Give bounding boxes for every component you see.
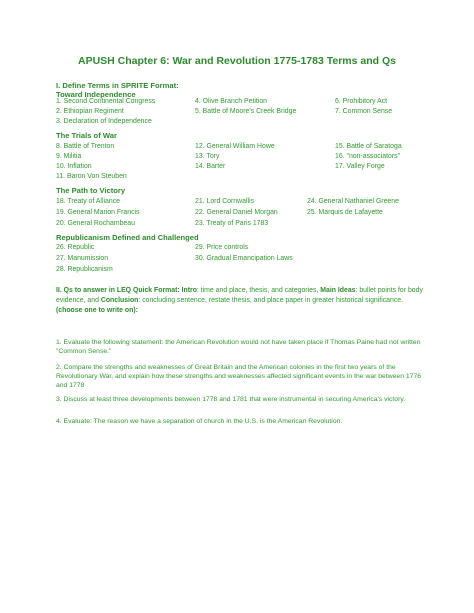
term: 9. Militia: [56, 153, 82, 160]
term: 12. General William Howe: [195, 143, 275, 150]
main-ideas-label: Main Ideas: [320, 287, 356, 294]
term: 10. Inflation: [56, 163, 92, 170]
term: 26. Republic: [56, 244, 95, 251]
term: 29. Price controls: [195, 244, 249, 251]
term: 13. Tory: [195, 153, 220, 160]
term: 23. Treaty of Paris 1783: [195, 220, 269, 227]
term: 8. Battle of Trenton: [56, 143, 115, 150]
page-title: APUSH Chapter 6: War and Revolution 1775-1783 Terms and Qs: [77, 55, 396, 67]
term: 19. General Marion Francis: [56, 209, 140, 216]
term: 16. "non-associators": [335, 153, 401, 160]
term: 1. Second Continental Congress: [56, 98, 156, 105]
term: 3. Declaration of Independence: [56, 118, 152, 125]
main-ideas-text: : bullet points for body evidence, and: [56, 287, 423, 304]
term: 5. Battle of Moore's Creek Bridge: [195, 108, 297, 115]
section-2-intro: [56, 286, 426, 316]
term: 22. General Daniel Morgan: [195, 209, 278, 216]
category-heading: The Trials of War: [56, 131, 117, 140]
term: 25. Marquis de Lafayette: [307, 209, 383, 216]
question-item: 3. Discuss at least three developments between 1778 and 1781 that were instrumental in securing America's victory.: [56, 396, 406, 403]
question-item: 1. Evaluate the following statement: the American Revolution would not have taken place if Thomas Paine had not written "Common Sense.": [56, 339, 421, 356]
category-heading: Republicanism Defined and Challenged: [56, 233, 199, 242]
term: 7. Common Sense: [335, 108, 393, 115]
term: 17. Valley Forge: [335, 163, 385, 170]
question-item: 4. Evaluate: The reason we have a separation of church in the U.S. is the American Revolution.: [56, 418, 343, 425]
term: 24. General Nathaniel Greene: [307, 198, 399, 205]
choose-instruction: (choose one to write on):: [56, 307, 138, 314]
term: 20. General Rochambeau: [56, 220, 135, 227]
intro-text: : time and place, thesis, and categories,: [196, 287, 319, 294]
term: 28. Republicanism: [56, 266, 113, 273]
section-1-heading: I. Define Terms in SPRITE Format:: [56, 81, 179, 90]
question-item: 2. Compare the strengths and weaknesses of Great Britain and the American colonies in the first two years of the Revolutionary War, and explain how these strengths and weaknesses affected significant events in the war between 1776 and 1778: [56, 364, 421, 390]
term: 18. Treaty of Alliance: [56, 198, 120, 205]
term: 30. Gradual Emancipation Laws: [195, 255, 293, 262]
intro-label: Intro: [181, 287, 197, 294]
term: 27. Manumission: [56, 255, 109, 262]
term: 2. Ethiopian Regiment: [56, 108, 124, 115]
term: 14. Barter: [195, 163, 226, 170]
category-heading: The Path to Victory: [56, 186, 126, 195]
term: 21. Lord Cornwallis: [195, 198, 254, 205]
term: 11. Baron Von Steuben: [56, 173, 127, 180]
term: 6. Prohibitory Act: [335, 98, 388, 105]
conclusion-label: Conclusion: [100, 297, 139, 304]
term: 4. Olive Branch Petition: [195, 98, 268, 105]
conclusion-text: : concluding sentence, restate thesis, and place paper in greater historical significance.: [138, 297, 404, 304]
category-heading: Toward Independence: [56, 90, 136, 99]
term: 15. Battle of Saratoga: [335, 143, 402, 150]
section-2-heading: II. Qs to answer in LEQ Quick Format:: [56, 287, 180, 294]
